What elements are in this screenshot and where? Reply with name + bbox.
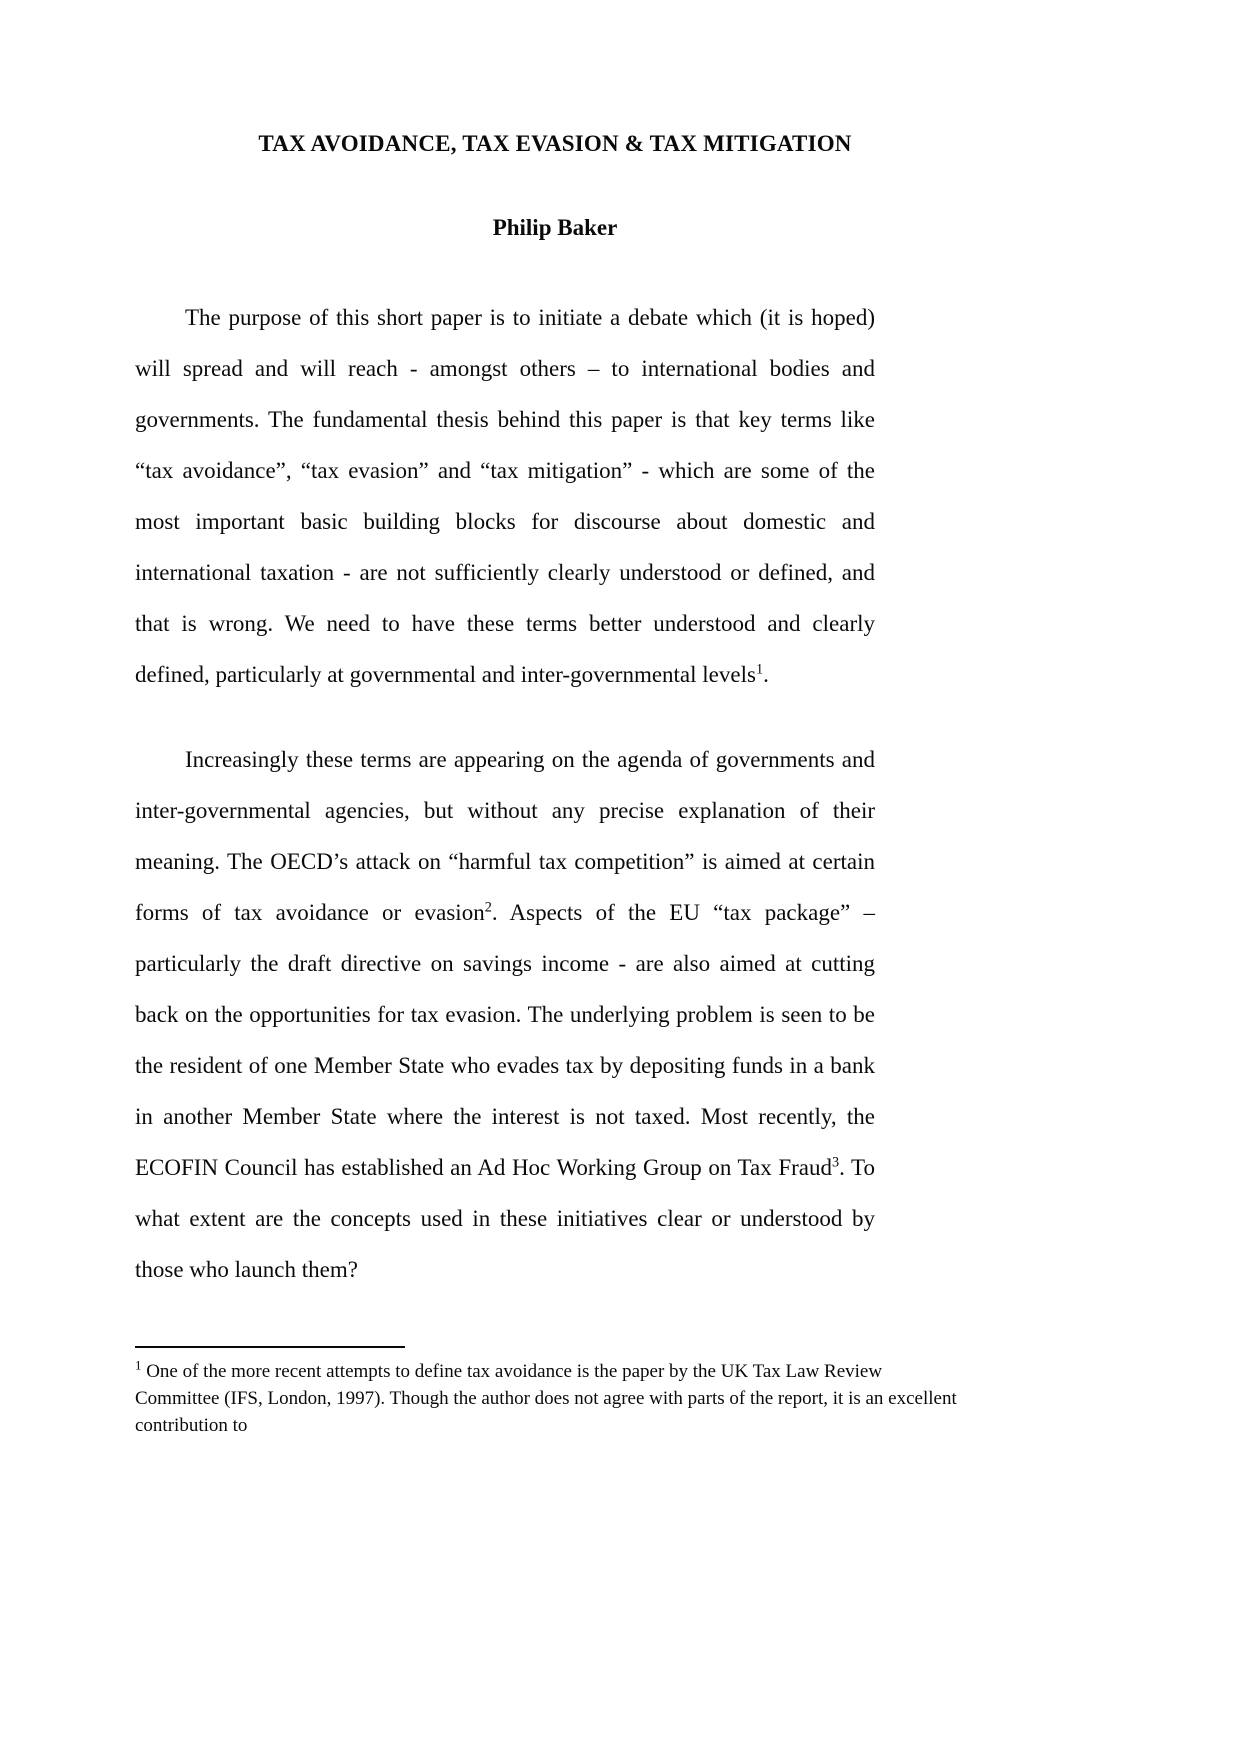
paragraph-1-text: The purpose of this short paper is to initiate a debate which (it is hoped) will spread and will reach - amongst others – to international bodies and governments. The fundamental thesis behind this paper is that key terms like “tax avoidance”, “tax evasion” and “tax mitigation” - which are some of the most important basic building blocks for discourse about domestic and international taxation - are not sufficiently clearly understood or defined, and that is wrong. We need to have these terms better understood and clearly defined, particularly at governmental and inter-governmental levels: [135, 305, 875, 687]
document-title: TAX AVOIDANCE, TAX EVASION & TAX MITIGATION: [258, 131, 852, 156]
paragraph-2-text-c: . To what extent are the concepts used in these initiatives clear or understood by those who launch them?: [135, 1155, 875, 1282]
footnote-1-marker: 1: [135, 1357, 142, 1373]
author-name: Philip Baker: [492, 215, 618, 240]
document-content: [135, 130, 980, 1295]
paragraph-2-text-b: . Aspects of the EU “tax package” – particularly the draft directive on savings income - are also aimed at cutting back on the opportunities for tax evasion. The underlying problem is seen to be the resident of one Member State who evades tax by depositing funds in a bank in another Member State where the interest is not taxed. Most recently, the ECOFIN Council has established an Ad Hoc Working Group on Tax Fraud: [135, 900, 875, 1180]
footnote-ref-1: 1: [755, 661, 764, 678]
paragraph-1: [135, 292, 875, 700]
paragraph-2-text-a: Increasingly these terms are appearing on the agenda of governments and inter-governmental agencies, but without any precise explanation of their meaning. The OECD’s attack on “harmful tax competition” is aimed at certain forms of tax avoidance or evasion: [135, 747, 875, 925]
footnote-section: [135, 1346, 970, 1439]
paragraph-1-text-end: .: [763, 662, 769, 687]
paragraph-2: [135, 734, 875, 1295]
footnote-1: [135, 1358, 970, 1439]
footnote-ref-2: 2: [484, 899, 492, 916]
footnote-separator: [135, 1346, 405, 1348]
footnote-ref-3: 3: [831, 1154, 840, 1171]
footnote-1-text: One of the more recent attempts to define tax avoidance is the paper by the UK Tax Law Review Committee (IFS, London, 1997). Though the author does not agree with parts of the report, it is an excellent contribution to: [135, 1361, 957, 1436]
